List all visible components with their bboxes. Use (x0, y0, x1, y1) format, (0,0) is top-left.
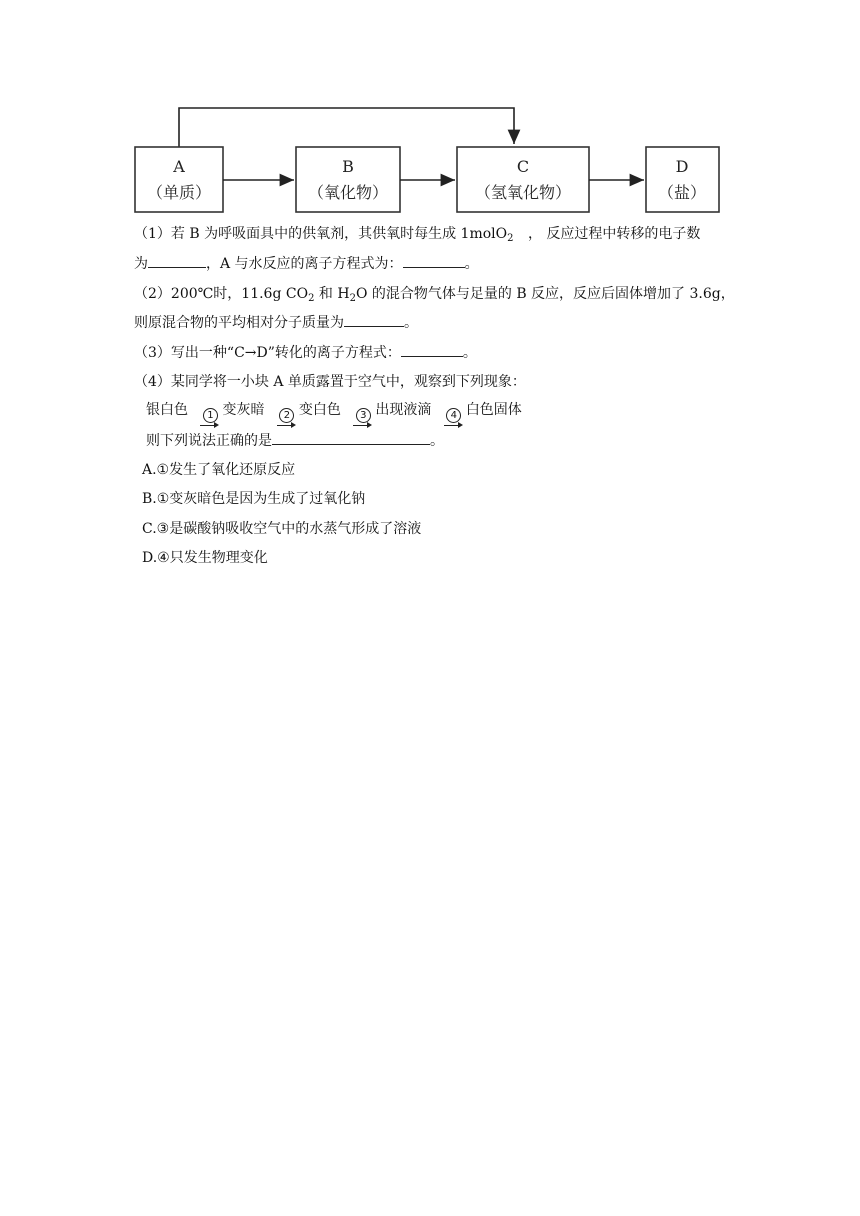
q4-ask-line (146, 431, 444, 451)
step-3-number: 3 (356, 408, 371, 423)
option-a[interactable]: A.①发生了氧化还原反应 (142, 462, 296, 478)
step-1-arrow-icon (200, 422, 220, 428)
node-a-letter: A (173, 157, 185, 176)
q4-sequence (146, 400, 522, 428)
step-4-arrow (444, 408, 464, 428)
step-1-arrow (200, 408, 220, 428)
option-b[interactable]: B.①变灰暗色是因为生成了过氧化钠 (142, 491, 366, 507)
q2-text-c: O 的混合物气体与足量的 B 反应，反应后固体增加了 3.6g， (355, 286, 735, 302)
step-3-arrow (353, 408, 373, 428)
q4-state-4: 白色固体 (465, 402, 522, 418)
q3-line (134, 343, 477, 363)
q1-text-e: 。 (464, 256, 479, 272)
q4-intro-text: （4）某同学将一小块 A 单质露置于空气中，观察到下列现象： (134, 374, 526, 390)
step-2-arrow (277, 408, 297, 428)
q1-blank-electrons[interactable] (148, 254, 206, 268)
q1-text-b: ， 反应过程中转移的电子数 (527, 226, 701, 242)
reaction-flow-diagram (0, 0, 860, 230)
node-c-letter: C (516, 157, 530, 176)
q4-ask-end: 。 (430, 433, 444, 449)
arrow-a-to-c (179, 108, 514, 147)
node-d-letter: D (675, 157, 689, 176)
q4-blank[interactable] (272, 431, 430, 445)
q1-text-c: 为 (134, 256, 148, 272)
q2-text-d: 则原混合物的平均相对分子质量为 (134, 315, 344, 331)
q4-state-2: 变白色 (298, 402, 341, 418)
q2-line1 (134, 284, 735, 304)
node-b-desc: （氧化物） (307, 183, 389, 202)
q1-blank-equation[interactable] (403, 254, 465, 268)
q2-text-b: 和 H (314, 286, 350, 302)
node-a-desc: （单质） (146, 183, 212, 202)
step-2-arrow-icon (277, 422, 297, 428)
node-c-desc: （氢氧化物） (474, 183, 572, 202)
q4-state-0: 银白色 (146, 402, 188, 418)
q2-line2 (134, 313, 418, 333)
q3-text-a: （3）写出一种“C→D”转化的离子方程式： (134, 345, 401, 361)
step-4-number: 4 (446, 408, 461, 423)
q4-state-1: 变灰暗 (222, 402, 265, 418)
q2-blank[interactable] (344, 313, 404, 327)
node-b-letter: B (342, 157, 354, 176)
q2-sub2: 2 (349, 293, 356, 304)
q1-line2 (134, 254, 479, 274)
q2-sub1: 2 (308, 293, 315, 304)
option-c[interactable]: C.③是碳酸钠吸收空气中的水蒸气形成了溶液 (142, 521, 422, 537)
q1-text-a: （1）若 B 为呼吸面具中的供氧剂，其供氧时每生成 1molO (134, 226, 508, 242)
q1-text-d: ，A 与水反应的离子方程式为： (206, 256, 403, 272)
node-d-desc: （盐） (657, 183, 707, 202)
q3-text-b: 。 (462, 345, 477, 361)
q1-line1 (134, 224, 700, 244)
q1-sub: 2 (507, 233, 514, 244)
q2-text-a: （2）200℃时，11.6g CO (134, 286, 309, 302)
option-d[interactable]: D.④只发生物理变化 (142, 550, 268, 566)
q4-ask-text: 则下列说法正确的是 (146, 433, 272, 449)
step-4-arrow-icon (444, 422, 464, 428)
step-3-arrow-icon (353, 422, 373, 428)
step-1-number: 1 (203, 408, 218, 423)
step-2-number: 2 (279, 408, 294, 423)
q4-state-3: 出现液滴 (375, 402, 432, 418)
q3-blank[interactable] (401, 343, 463, 357)
q4-intro (134, 372, 526, 392)
q2-text-e: 。 (404, 315, 418, 331)
